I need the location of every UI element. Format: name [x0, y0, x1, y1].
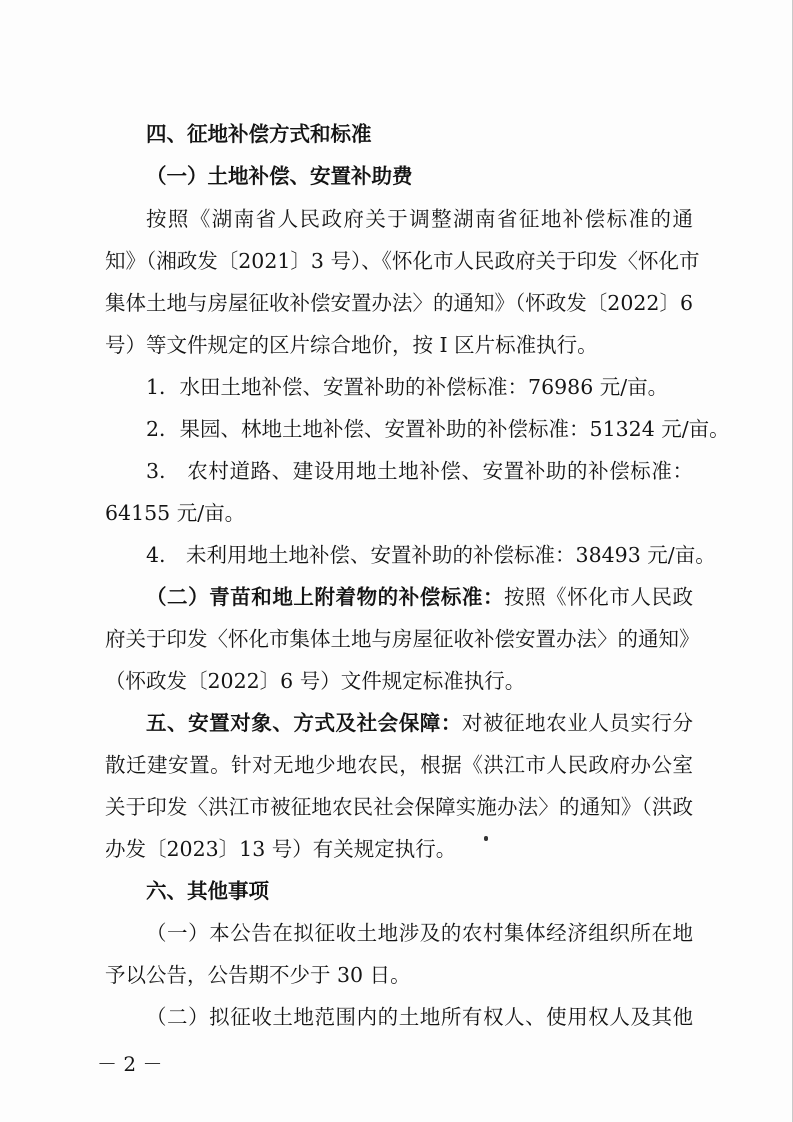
- list-item-3-cont: 64155 元/亩。: [105, 501, 246, 525]
- paragraph-line: 号）等文件规定的区片综合地价，按 I 区片标准执行。: [105, 333, 598, 357]
- paragraph-line: 集体土地与房屋征收补偿安置办法〉的通知》（怀政发〔2022〕6: [105, 291, 693, 315]
- list-item-4: 4. 未利用地土地补偿、安置补助的补偿标准：38493 元/亩。: [146, 543, 716, 567]
- section-4-subsection-2: [146, 583, 693, 611]
- scan-speck: [484, 836, 488, 841]
- paragraph-line: 知》（湘政发〔2021〕3 号）、《怀化市人民政府关于印发〈怀化市: [105, 249, 700, 273]
- paragraph-line: 予以公告，公告期不少于 30 日。: [105, 963, 411, 987]
- section-4-heading: 四、征地补偿方式和标准: [146, 122, 372, 146]
- list-item-3: 3. 农村道路、建设用地土地补偿、安置补助的补偿标准：: [146, 459, 693, 483]
- section-5-heading: 五、安置对象、方式及社会保障：: [146, 711, 462, 735]
- page-number: － 2 －: [97, 1052, 163, 1076]
- subsection-2-text: 按照《怀化市人民政: [504, 585, 694, 609]
- section-5: [146, 709, 693, 737]
- list-item-2: 2．果园、林地土地补偿、安置补助的补偿标准：51324 元/亩。: [146, 417, 730, 441]
- list-item-1: 1．水田土地补偿、安置补助的补偿标准：76986 元/亩。: [146, 375, 669, 399]
- section-5-text: 对被征地农业人员实行分: [461, 711, 694, 735]
- section-6-heading: 六、其他事项: [146, 879, 269, 903]
- paragraph-line: 关于印发〈洪江市被征地农民社会保障实施办法〉的通知》（洪政: [105, 795, 693, 819]
- paragraph-line: （一）本公告在拟征收土地涉及的农村集体经济组织所在地: [146, 921, 693, 945]
- subsection-2-heading: （二）青苗和地上附着物的补偿标准：: [146, 585, 505, 609]
- paragraph-line: 散迁建安置。针对无地少地农民，根据《洪江市人民政府办公室: [105, 753, 693, 777]
- paragraph-line: （二）拟征收土地范围内的土地所有权人、使用权人及其他: [146, 1005, 693, 1029]
- paragraph-line: 办发〔2023〕13 号）有关规定执行。: [105, 837, 457, 861]
- paragraph-line: 府关于印发〈怀化市集体土地与房屋征收补偿安置办法〉的通知》: [105, 627, 700, 651]
- section-4-subheading-1: （一）土地补偿、安置补助费: [146, 164, 413, 188]
- paragraph-line: 按照《湖南省人民政府关于调整湖南省征地补偿标准的通: [146, 207, 693, 231]
- paragraph-line: （怀政发〔2022〕6 号）文件规定标准执行。: [105, 669, 526, 693]
